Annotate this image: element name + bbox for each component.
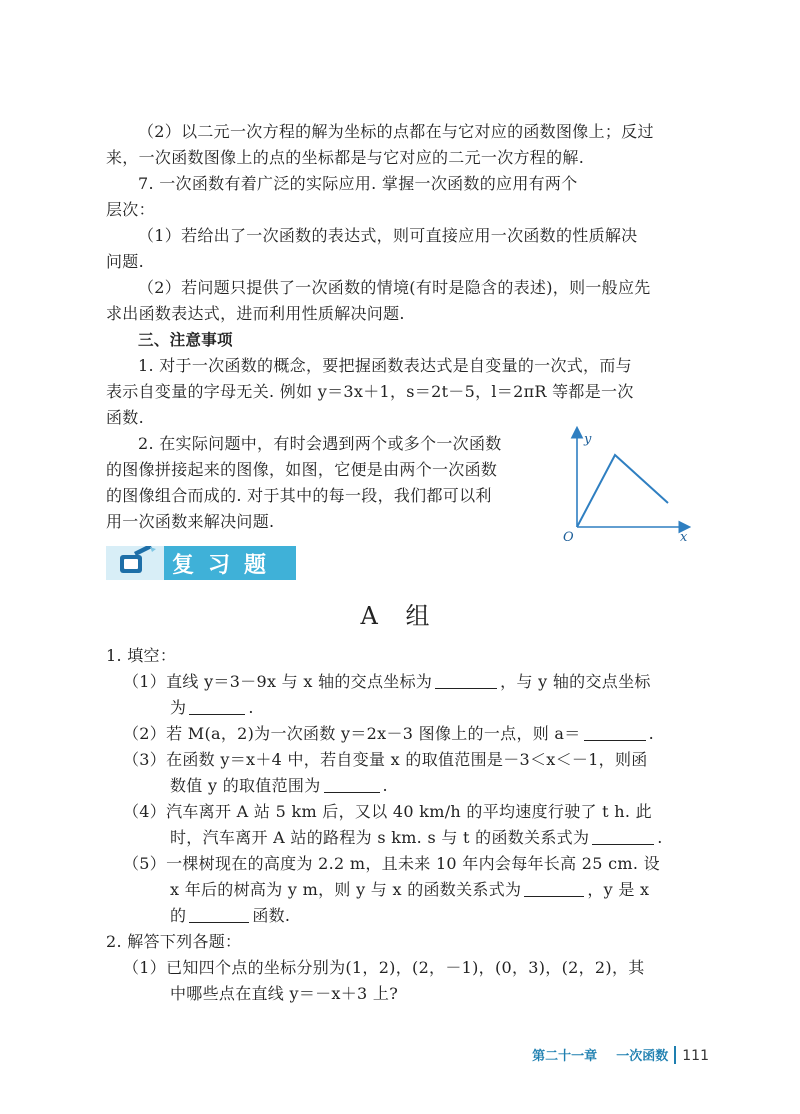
answer-blank (524, 882, 584, 897)
question-heading: 2. 解答下列各题： (106, 932, 242, 951)
page-number: 111 (682, 1048, 709, 1064)
question-heading: 1. 填空： (106, 646, 177, 665)
question-line: （3）在函数 y＝x＋4 中，若自变量 x 的取值范围是－3＜x＜－1，则函 (123, 750, 648, 769)
paragraph-line: 层次： (106, 200, 155, 219)
answer-blank (189, 700, 245, 715)
paragraph-line: （2）以二元一次方程的解为坐标的点都在与它对应的函数图像上；反过 (138, 122, 654, 141)
page-footer (532, 1045, 709, 1064)
question-line: x 年后的树高为 y m，则 y 与 x 的函数关系式为 ，y 是 x (170, 880, 650, 899)
question-line: （4）汽车离开 A 站 5 km 后，又以 40 km/h 的平均速度行驶了 t h. 此 (123, 802, 652, 821)
pencil-icon (106, 546, 164, 580)
review-banner (106, 546, 296, 580)
question-line: （1）直线 y＝3－9x 与 x 轴的交点坐标为 ，与 y 轴的交点坐标 (123, 672, 651, 691)
answer-blank (189, 908, 249, 923)
paragraph-line: 求出函数表达式，进而利用性质解决问题. (106, 304, 405, 323)
paragraph-line: 的图像组合而成的. 对于其中的每一段，我们都可以利 (106, 486, 492, 505)
y-axis-label: y (584, 432, 592, 447)
paragraph-line: 函数. (106, 408, 144, 427)
answer-blank (584, 726, 646, 741)
group-title: A 组 (360, 602, 440, 630)
x-axis-label: x (680, 530, 688, 545)
footer-title: 一次函数 (616, 1049, 669, 1064)
question-line: 中哪些点在直线 y＝－x＋3 上? (170, 984, 399, 1003)
paragraph-line: 2. 在实际问题中，有时会遇到两个或多个一次函数 (138, 434, 502, 453)
paragraph-line: 问题. (106, 252, 144, 271)
question-line: （5）一棵树现在的高度为 2.2 m，且未来 10 年内会每年长高 25 cm. 设 (123, 854, 660, 873)
banner-title: 复习题 (172, 553, 281, 578)
question-line: （2）若 M(a，2)为一次函数 y＝2x－3 图像上的一点，则 a＝ . (123, 724, 654, 743)
paragraph-line: 用一次函数来解决问题. (106, 512, 275, 531)
question-line: （1）已知四个点的坐标分别为(1，2)，(2，－1)，(0，3)，(2，2)，其 (123, 958, 645, 977)
answer-blank (435, 674, 497, 689)
paragraph-line: 1. 对于一次函数的概念，要把握函数表达式是自变量的一次式，而与 (138, 356, 632, 375)
paragraph-line: 表示自变量的字母无关. 例如 y＝3x＋1，s＝2t－5，l＝2πR 等都是一次 (106, 382, 634, 401)
question-line: 的 函数. (170, 906, 291, 925)
answer-blank (324, 778, 380, 793)
origin-label: O (563, 530, 574, 545)
footer-chapter: 第二十一章 (532, 1049, 598, 1064)
section-heading: 三、注意事项 (138, 331, 233, 349)
question-line: 时，汽车离开 A 站的路程为 s km. s 与 t 的函数关系式为 . (170, 828, 663, 847)
paragraph-line: （1）若给出了一次函数的表达式，则可直接应用一次函数的性质解决 (138, 226, 638, 245)
paragraph-line: 来，一次函数图像上的点的坐标都是与它对应的二元一次方程的解. (106, 148, 585, 167)
graph-line (577, 455, 668, 527)
answer-blank (592, 830, 654, 845)
paragraph-line: （2）若问题只提供了一次函数的情境(有时是隐含的表述)，则一般应先 (138, 278, 651, 297)
paragraph-line: 的图像拼接起来的图像，如图，它便是由两个一次函数 (106, 460, 498, 479)
question-line: 为 . (170, 698, 254, 717)
question-line: 数值 y 的取值范围为 . (170, 776, 388, 795)
paragraph-line: 7. 一次函数有着广泛的实际应用. 掌握一次函数的应用有两个 (138, 174, 578, 193)
piecewise-function-graph (560, 425, 700, 545)
